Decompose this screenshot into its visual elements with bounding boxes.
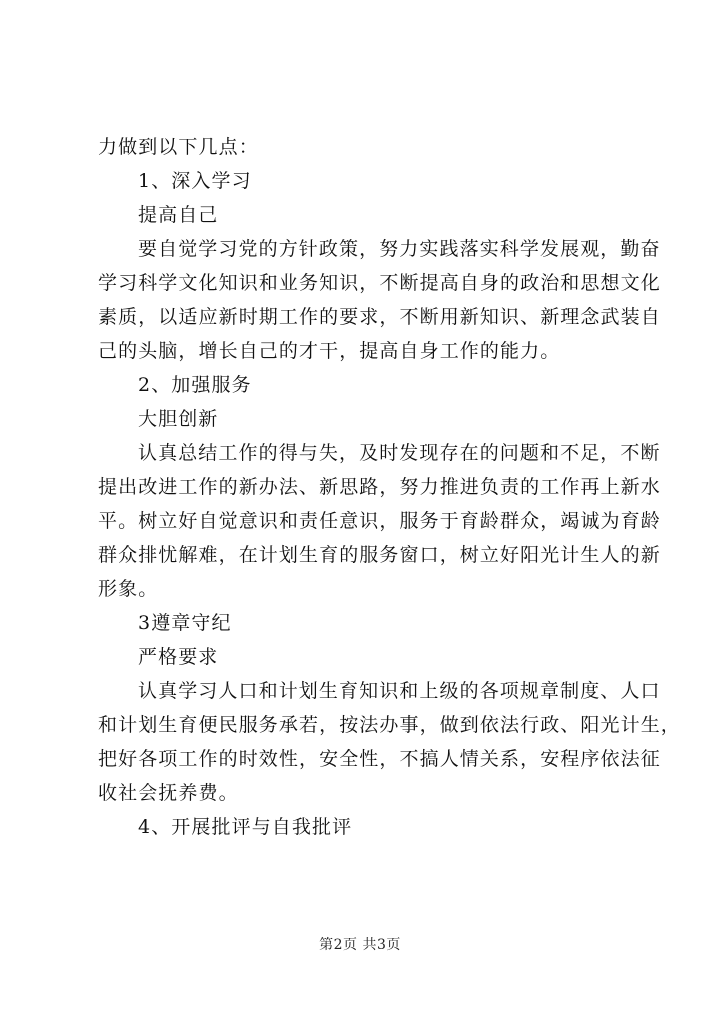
page-number: 第2页 共3页 [319,937,401,953]
paragraph-first-line: 认真学习人口和计划生育知识和上级的各项规章制度、人口 [138,680,661,702]
section-heading: 2、加强服务 [138,374,252,396]
section-subheading: 提高自己 [138,204,219,226]
paragraph-first-line: 认真总结工作的得与失，及时发现存在的问题和不足，不断 [138,442,661,464]
section-subheading: 严格要求 [138,646,219,668]
text-line: 平。树立好自觉意识和责任意识，服务于育龄群众，竭诚为育龄 [98,510,661,532]
section-subheading: 大胆创新 [138,408,219,430]
section-heading: 4、开展批评与自我批评 [138,816,353,838]
text-line: 形象。 [98,578,159,600]
text-line: 力做到以下几点： [98,136,259,158]
text-line: 收社会抚养费。 [98,782,239,804]
text-line: 学习科学文化知识和业务知识，不断提高自身的政治和思想文化 [98,272,661,294]
text-line: 群众排忧解难，在计划生育的服务窗口，树立好阳光计生人的新 [98,544,661,566]
paragraph-first-line: 要自觉学习党的方针政策，努力实践落实科学发展观，勤奋 [138,238,661,260]
text-line: 把好各项工作的时效性，安全性，不搞人情关系，安程序依法征 [98,748,661,770]
text-line: 素质，以适应新时期工作的要求，不断用新知识、新理念武装自 [98,306,661,328]
text-line: 己的头脑，增长自己的才干，提高自身工作的能力。 [98,340,561,362]
section-heading: 1、深入学习 [138,170,252,192]
section-heading: 3遵章守纪 [138,612,232,634]
text-line: 提出改进工作的新办法、新思路，努力推进负责的工作再上新水 [98,476,661,498]
text-line: 和计划生育便民服务承若，按法办事，做到依法行政、阳光计生， [98,714,681,736]
document-body [98,130,681,844]
